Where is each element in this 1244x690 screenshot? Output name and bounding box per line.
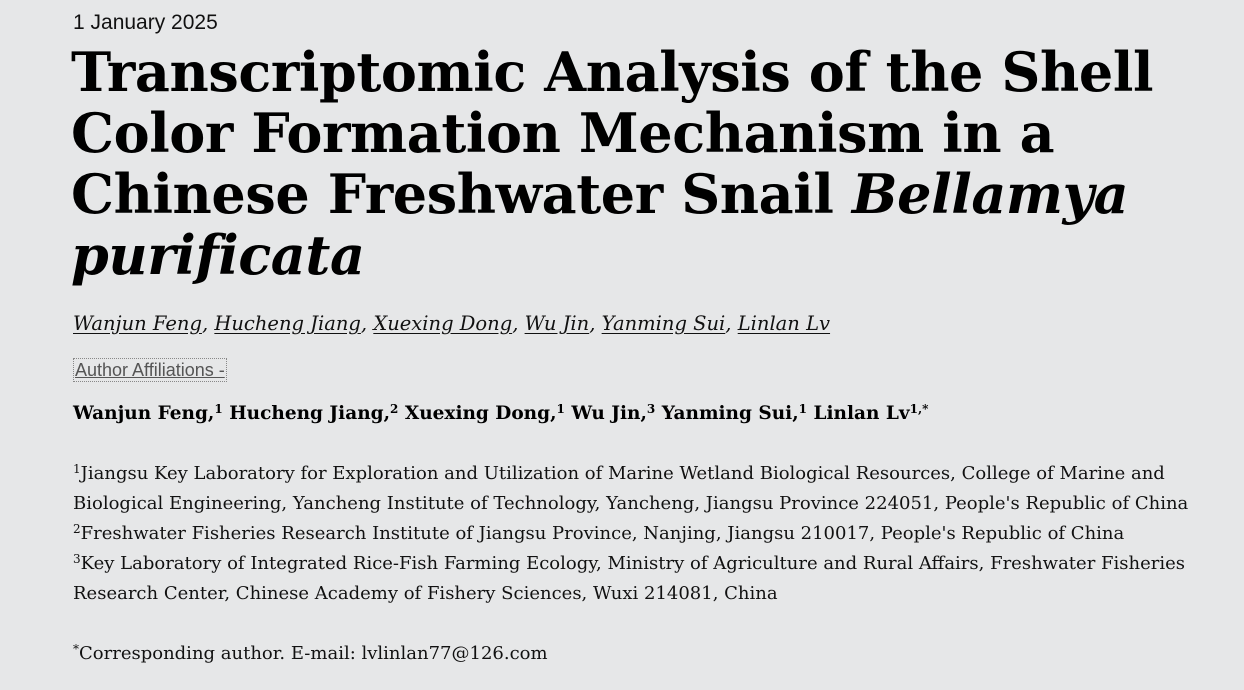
article-title <box>71 42 1231 286</box>
affiliation-text: Freshwater Fisheries Research Institute of Jiangsu Province, Nanjing, Jiangsu 210017, People's Republic of China <box>80 523 1125 544</box>
author-name: Hucheng Jiang, <box>229 403 391 424</box>
affiliation-text: Key Laboratory of Integrated Rice-Fish Farming Ecology, Ministry of Agriculture and Rural Affairs, Freshwater Fisheries Research Center, Chinese Academy of Fishery Sciences, Wuxi 214081, China <box>73 553 1185 604</box>
author-name: Yanming Sui, <box>661 403 799 424</box>
corresponding-text: Corresponding author. E-mail: lvlinlan77@126.com <box>79 643 548 664</box>
author-link[interactable]: Wu Jin <box>524 312 590 335</box>
author-separator: , <box>201 312 215 335</box>
affiliation-sup: 3 <box>73 552 81 566</box>
author-affil-sup: 3 <box>646 402 656 416</box>
author-separator: , <box>360 312 374 335</box>
affiliation-item <box>73 459 1233 519</box>
affiliation-sup: 2 <box>73 522 81 536</box>
affiliation-sup: 1 <box>73 462 81 476</box>
author-affiliations-toggle[interactable]: Author Affiliations - <box>75 360 225 380</box>
affiliation-item <box>73 519 1233 549</box>
author-links <box>73 311 830 337</box>
author-affil-sup: 1 <box>556 402 565 416</box>
author-separator: , <box>589 312 602 335</box>
author-name: Xuexing Dong, <box>404 403 557 424</box>
author-link[interactable]: Yanming Sui <box>601 312 726 335</box>
author-separator: , <box>725 312 738 335</box>
author-link[interactable]: Hucheng Jiang <box>214 312 361 335</box>
author-separator: , <box>512 312 525 335</box>
corresponding-sup: * <box>73 642 79 656</box>
author-list <box>73 401 928 427</box>
author-name: Wu Jin, <box>571 403 647 424</box>
author-affil-sup: 1 <box>798 402 808 416</box>
affiliation-text: Jiangsu Key Laboratory for Exploration and Utilization of Marine Wetland Biological Resources, College of Marine and Biological Engineering, Yancheng Institute of Technology, Yancheng, Jiangsu Province 224051, People's Republic of China <box>73 463 1189 514</box>
author-link[interactable]: Wanjun Feng <box>73 312 202 335</box>
author-name: Linlan Lv <box>813 403 910 424</box>
author-link[interactable]: Xuexing Dong <box>373 312 513 335</box>
author-affil-sup: 1 <box>214 402 223 416</box>
title-species: Bellamya purificata <box>71 162 1129 287</box>
title-main: Transcriptomic Analysis of the Shell Color Formation Mechanism in a Chinese Freshwater Snail <box>71 40 1154 226</box>
author-link[interactable]: Linlan Lv <box>737 312 831 335</box>
affiliation-item <box>73 549 1233 609</box>
corresponding-author <box>73 640 548 668</box>
affiliation-list <box>73 459 1233 609</box>
author-name: Wanjun Feng, <box>73 403 215 424</box>
publication-date: 1 January 2025 <box>73 11 218 34</box>
author-affil-sup: 1,* <box>909 402 929 416</box>
author-affil-sup: 2 <box>390 402 399 416</box>
